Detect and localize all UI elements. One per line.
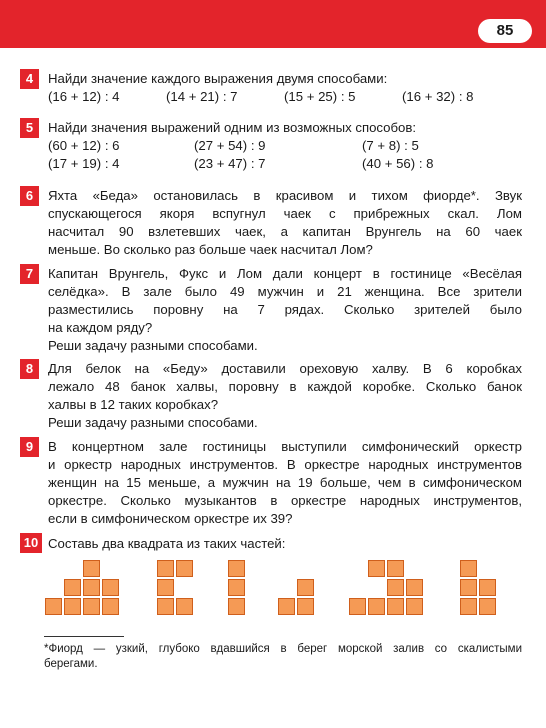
expression: (40 + 56) : 8 [362,156,434,171]
expression: (23 + 47) : 7 [194,156,266,171]
piece-cell [228,579,245,596]
task-8-line: халвы в 12 таких коробках? [48,397,219,412]
footnote-line: *Фиорд — узкий, глубоко вдавшийся в берег морской залив со скалистыми [44,643,522,655]
task-7 [48,265,522,355]
piece-cell [368,598,385,615]
piece-cell [102,579,119,596]
task-10 [48,535,522,553]
task-9 [48,438,522,528]
piece-cell [406,579,423,596]
piece-cell [83,579,100,596]
piece-cell [460,560,477,577]
task-8-line: лежало 48 банок халвы, поровну в каждой коробке. Сколько банок [48,379,522,394]
piece-cell [176,560,193,577]
task-6-line: меньше. Во сколько раз больше чаек насчитал Лом? [48,242,373,257]
task-number-8: 8 [20,359,39,379]
piece-cell [157,579,174,596]
piece-cell [368,560,385,577]
task-9-line: В концертном зале гостиницы выступили симфонический оркестр [48,439,522,454]
task-6-line: спускающегося якоря вспугнул чаек с прибрежных скал. Лом [48,206,522,221]
piece-cell [479,598,496,615]
task-4-expressions [48,88,522,106]
expression: (7 + 8) : 5 [362,138,419,153]
piece-cell [83,560,100,577]
task-9-line: и оркестр народных инструментов. В оркестре народных инструментов [48,457,522,472]
task-number-4: 4 [20,69,39,89]
task-number-5: 5 [20,118,39,138]
task-number-7: 7 [20,264,39,284]
page-number: 85 [478,19,532,43]
task-7-line: разместились поровну на 7 рядах. Сколько зрителей было [48,302,522,317]
piece-cell [157,560,174,577]
piece-cell [64,579,81,596]
expression: (15 + 25) : 5 [284,89,356,104]
expression: (14 + 21) : 7 [166,89,238,104]
piece-cell [102,598,119,615]
footnote-divider [44,636,124,637]
piece-cell [460,579,477,596]
piece-cell [460,598,477,615]
expression: (16 + 12) : 4 [48,89,120,104]
piece-cell [387,560,404,577]
task-10-text: Составь два квадрата из таких частей: [48,536,286,551]
task-9-line: оркестре. Сколько музыкантов в оркестре народных инструментов, [48,493,522,508]
task-7-line: селёдка». В зале было 49 мужчин и 21 женщина. Все зрители [48,284,522,299]
task-7-line: на каждом ряду? [48,320,153,335]
piece-cell [479,579,496,596]
task-8-line: Для белок на «Беду» доставили ореховую халву. В 6 коробках [48,361,522,376]
task-4 [48,70,522,106]
task-5-row-1 [48,137,522,155]
expression: (27 + 54) : 9 [194,138,266,153]
task-number-9: 9 [20,437,39,457]
task-7-line: Реши задачу разными способами. [48,338,258,353]
expression: (16 + 32) : 8 [402,89,474,104]
footnote-line: берегами. [44,658,98,670]
task-4-text: Найди значение каждого выражения двумя способами: [48,71,388,86]
expression: (60 + 12) : 6 [48,138,120,153]
piece-cell [387,579,404,596]
piece-cell [387,598,404,615]
task-9-line: если в симфоническом оркестре их 39? [48,511,293,526]
task-7-line: Капитан Врунгель, Фукс и Лом дали концерт в гостинице «Весёлая [48,266,522,281]
footnote [44,642,522,672]
piece-cell [297,579,314,596]
piece-cell [278,598,295,615]
top-banner [0,0,546,48]
task-6 [48,187,522,259]
piece-cell [349,598,366,615]
piece-cell [64,598,81,615]
task-number-6: 6 [20,186,39,206]
task-6-line: Яхта «Беда» остановилась в красивом и тихом фиорде*. Звук [48,188,522,203]
task-5-text: Найди значения выражений одним из возможных способов: [48,120,417,135]
piece-cell [45,598,62,615]
piece-cell [406,598,423,615]
task-number-10: 10 [20,533,42,553]
piece-cell [297,598,314,615]
piece-cell [157,598,174,615]
puzzle-pieces [0,560,546,632]
expression: (17 + 19) : 4 [48,156,120,171]
piece-cell [228,560,245,577]
task-5 [48,119,522,173]
piece-cell [83,598,100,615]
task-9-line: женщин на 15 меньше, а мужчин на 19 больше, чем в симфоническом [48,475,522,490]
piece-cell [176,598,193,615]
task-8 [48,360,522,432]
task-8-line: Реши задачу разными способами. [48,415,258,430]
piece-cell [228,598,245,615]
task-6-line: насчитал 90 взлетевших чаек, а капитан Врунгель на 60 чаек [48,224,522,239]
task-5-row-2 [48,155,522,173]
